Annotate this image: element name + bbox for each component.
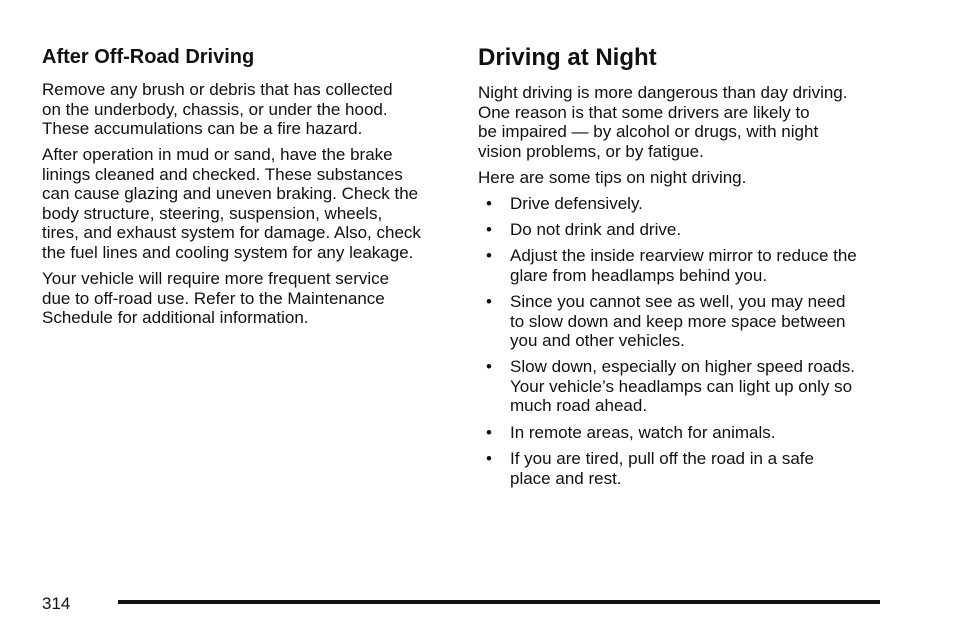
text-line: One reason is that some drivers are likely to [478,102,810,122]
text-line: vision problems, or by fatigue. [478,141,704,161]
text-line: These accumulations can be a fire hazard. [42,119,363,139]
bullet-icon: • [486,292,492,311]
text-line: Do not drink and drive. [510,220,682,239]
bullet-icon: • [486,194,492,213]
text-line: place and rest. [510,468,622,488]
text-line: Here are some tips on night driving. [478,168,747,187]
paragraph [478,168,746,188]
text-line: If you are tired, pull off the road in a safe [510,449,814,468]
footer-rule [118,600,880,604]
section-heading-night: Driving at Night [478,44,657,71]
text-line: body structure, steering, suspension, wheels, [42,203,383,223]
text-line: Since you cannot see as well, you may need [510,292,846,311]
bullet-icon: • [486,246,492,265]
text-line: Drive defensively. [510,194,643,213]
paragraph [42,145,421,263]
text-line: Schedule for additional information. [42,308,309,328]
text-line: In remote areas, watch for animals. [510,423,776,442]
text-line: on the underbody, chassis, or under the hood. [42,99,388,119]
text-line: due to off-road use. Refer to the Maintenance [42,288,385,308]
paragraph [42,269,389,328]
text-line: the fuel lines and cooling system for any leakage. [42,242,414,262]
text-line: Night driving is more dangerous than day driving. [478,83,848,102]
bullet-icon: • [486,357,492,376]
text-line: glare from headlamps behind you. [510,265,768,285]
text-line: can cause glazing and uneven braking. Check the [42,184,419,204]
text-line: Adjust the inside rearview mirror to reduce the [510,246,857,265]
text-line: be impaired — by alcohol or drugs, with night [478,122,819,142]
page-number: 314 [42,594,71,613]
text-line: Your vehicle will require more frequent service [42,269,390,288]
text-line: Your vehicle’s headlamps can light up only so [510,376,853,396]
paragraph [478,83,847,161]
bullet-icon: • [486,449,492,468]
section-heading-off-road: After Off-Road Driving [42,46,255,68]
paragraph [42,80,393,139]
text-line: much road ahead. [510,396,648,416]
bullet-icon: • [486,423,492,442]
text-line: tires, and exhaust system for damage. Also, check [42,223,421,243]
bullet-icon: • [486,220,492,239]
text-line: Slow down, especially on higher speed roads. [510,357,855,376]
text-line: linings cleaned and checked. These substances [42,164,403,184]
text-line: Remove any brush or debris that has collected [42,80,393,99]
text-line: you and other vehicles. [510,331,685,351]
text-line: to slow down and keep more space between [510,311,846,331]
text-line: After operation in mud or sand, have the brake [42,145,393,164]
